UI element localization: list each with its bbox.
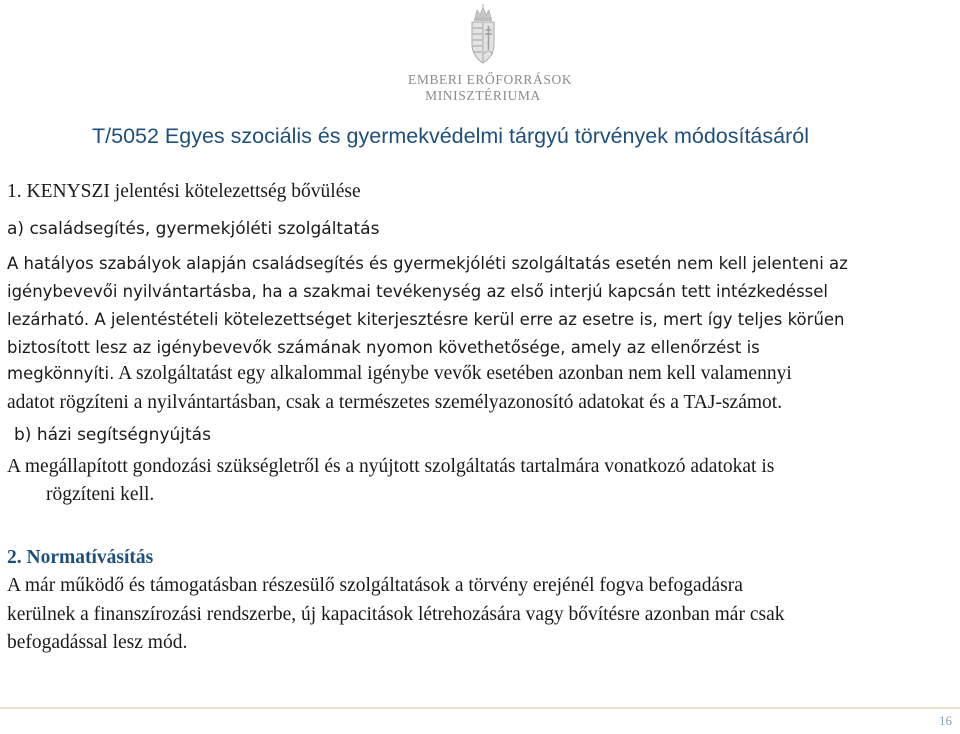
paragraph-a-line-5-start: megkönnyíti. xyxy=(7,364,115,383)
paragraph-a-line-4: biztosított lesz az igénybevevők számának nyomon követhetősége, amely az ellenőrzést is xyxy=(7,338,760,357)
page-number: 16 xyxy=(939,713,952,728)
footer-divider xyxy=(0,707,960,709)
subheading-b: b) házi segítségnyújtás xyxy=(14,425,211,445)
ministry-logo xyxy=(408,4,573,108)
paragraph-a-line-1: A hatályos szabályok alapján családsegítés és gyermekjóléti szolgáltatás esetén nem kell jelenteni az xyxy=(7,254,848,273)
hungarian-coat-of-arms-icon xyxy=(466,4,500,70)
paragraph-b-line-2: rögzíteni kell. xyxy=(46,484,155,505)
page-title: T/5052 Egyes szociális és gyermekvédelmi tárgyú törvények módosításáról xyxy=(92,124,809,148)
section-2-line-3: befogadással lesz mód. xyxy=(7,632,188,653)
subheading-a: a) családsegítés, gyermekjóléti szolgáltatás xyxy=(7,219,380,239)
paragraph-a-line-5 xyxy=(7,363,792,385)
paragraph-a-line-6: adatot rögzíteni a nyilvántartásban, csak a természetes személyazonosító adatokat és a TAJ-számot. xyxy=(7,392,783,413)
logo-text-line2: MINISZTÉRIUMA xyxy=(425,88,541,103)
paragraph-a-line-3: lezárható. A jelentéstételi kötelezettséget kiterjesztésre kerül erre az esetre is, mert így teljes körűen xyxy=(7,310,845,329)
section-2-line-1: A már működő és támogatásban részesülő szolgáltatások a törvény erejénél fogva befogadásra xyxy=(7,575,743,596)
section-1-heading: 1. KENYSZI jelentési kötelezettség bővülése xyxy=(7,181,361,202)
paragraph-a-line-5-rest: A szolgáltatást egy alkalommal igénybe vevők esetében azonban nem kell valamennyi xyxy=(114,363,792,384)
logo-text-line1: EMBERI ERŐFORRÁSOK xyxy=(408,72,573,87)
section-2-line-2: kerülnek a finanszírozási rendszerbe, új kapacitások létrehozására vagy bővítésre azonban már csak xyxy=(7,604,785,625)
section-2-heading: 2. Normatívásítás xyxy=(7,547,154,568)
paragraph-a-line-2: igénybevevői nyilvántartásba, ha a szakmai tevékenység az első interjú kapcsán tett intézkedéssel xyxy=(7,282,829,301)
paragraph-b-line-1: A megállapított gondozási szükségletről és a nyújtott szolgáltatás tartalmára vonatkozó adatokat is xyxy=(7,456,775,477)
